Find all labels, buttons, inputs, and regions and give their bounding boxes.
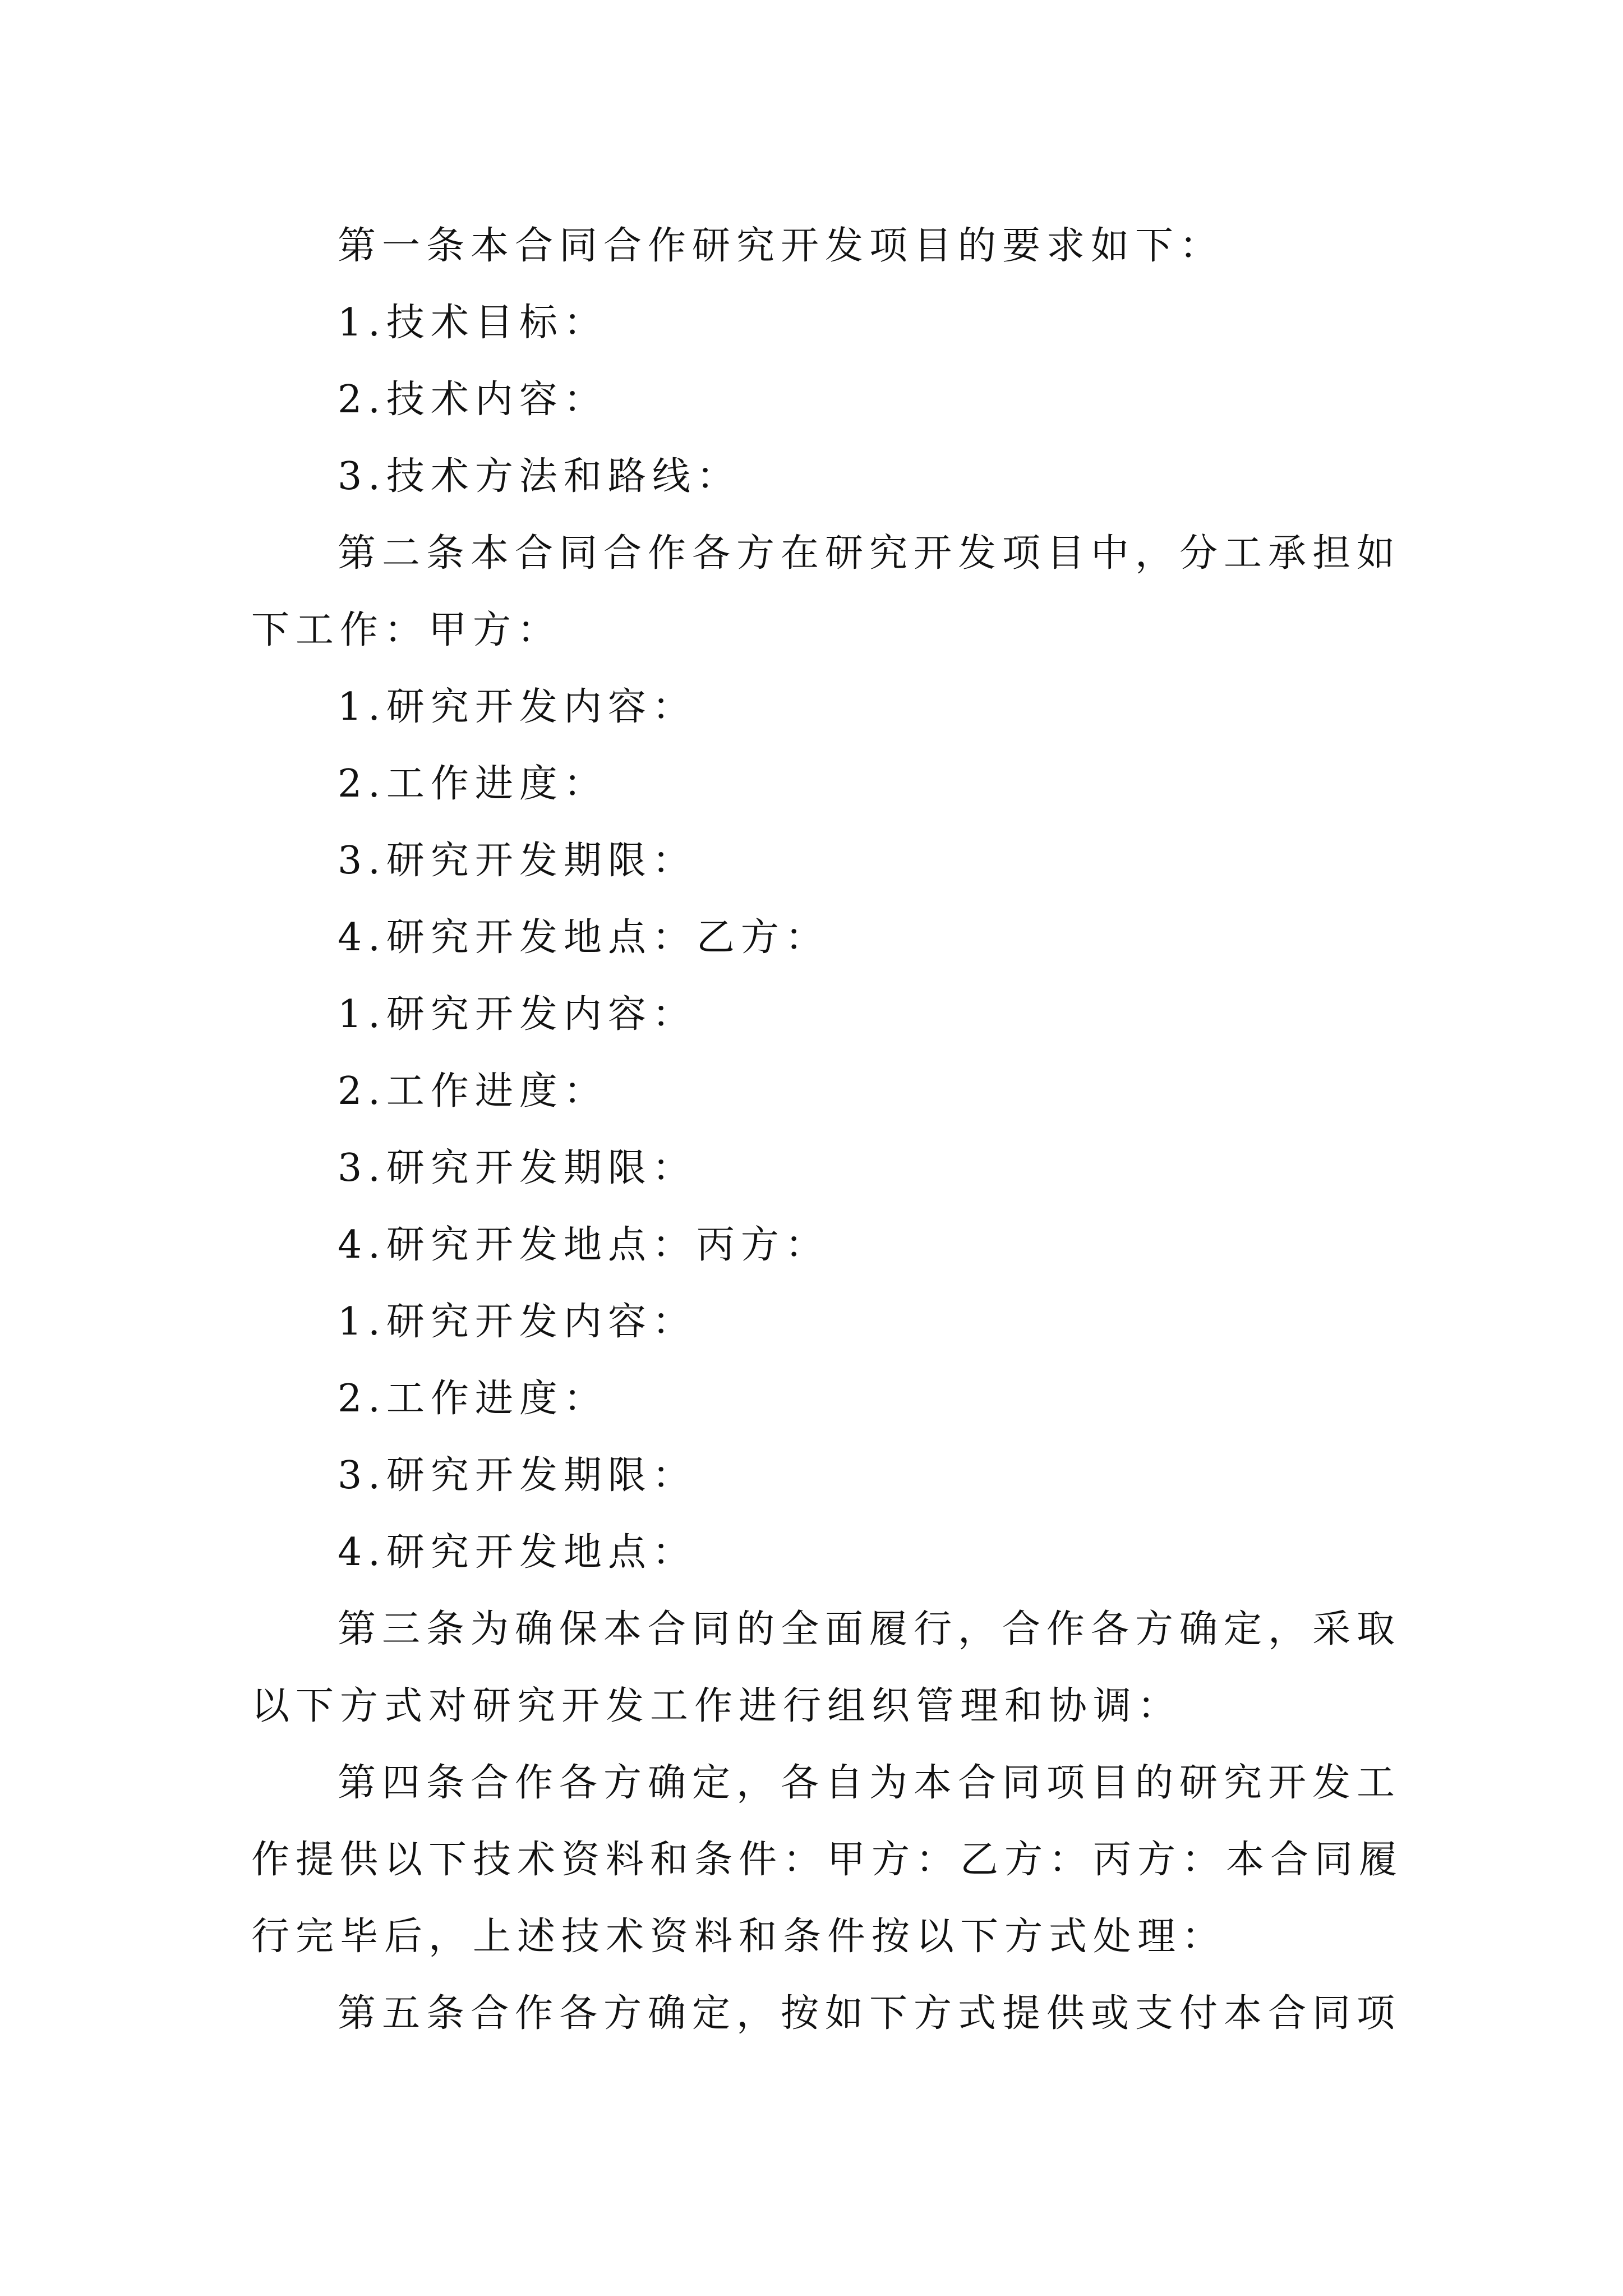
text-line: 下工作：甲方： xyxy=(251,608,562,652)
text-line: 2.技术内容： xyxy=(338,378,608,422)
text-line: 4.研究开发地点：乙方： xyxy=(338,915,829,960)
text-line: 3.研究开发期限： xyxy=(338,1146,697,1190)
text-line: 4.研究开发地点：丙方： xyxy=(338,1223,829,1267)
text-line: 2.工作进度： xyxy=(338,1377,608,1421)
text-line: 1.研究开发内容： xyxy=(338,992,697,1037)
text-line: 第二条本合同合作各方在研究开发项目中，分工承担如 xyxy=(338,531,1401,576)
text-line: 2.工作进度： xyxy=(338,762,608,806)
text-line: 1.研究开发内容： xyxy=(338,685,697,729)
text-line: 3.技术方法和路线： xyxy=(338,454,741,499)
text-line: 第三条为确保本合同的全面履行，合作各方确定，采取 xyxy=(338,1607,1401,1651)
text-line: 第五条合作各方确定，按如下方式提供或支付本合同项 xyxy=(338,1991,1401,2036)
text-line: 行完毕后，上述技术资料和条件按以下方式处理： xyxy=(251,1915,1227,1959)
text-line: 3.研究开发期限： xyxy=(338,839,697,883)
text-line: 作提供以下技术资料和条件：甲方：乙方：丙方：本合同履 xyxy=(251,1838,1404,1882)
text-line: 3.研究开发期限： xyxy=(338,1453,697,1498)
text-line: 第一条本合同合作研究开发项目的要求如下： xyxy=(338,224,1224,268)
text-line: 4.研究开发地点： xyxy=(338,1530,697,1575)
text-line: 以下方式对研究开发工作进行组织管理和协调： xyxy=(251,1684,1182,1728)
text-line: 1.研究开发内容： xyxy=(338,1300,697,1344)
text-line: 1.技术目标： xyxy=(338,301,608,345)
text-line: 2.工作进度： xyxy=(338,1069,608,1114)
text-line: 第四条合作各方确定，各自为本合同项目的研究开发工 xyxy=(338,1761,1401,1805)
